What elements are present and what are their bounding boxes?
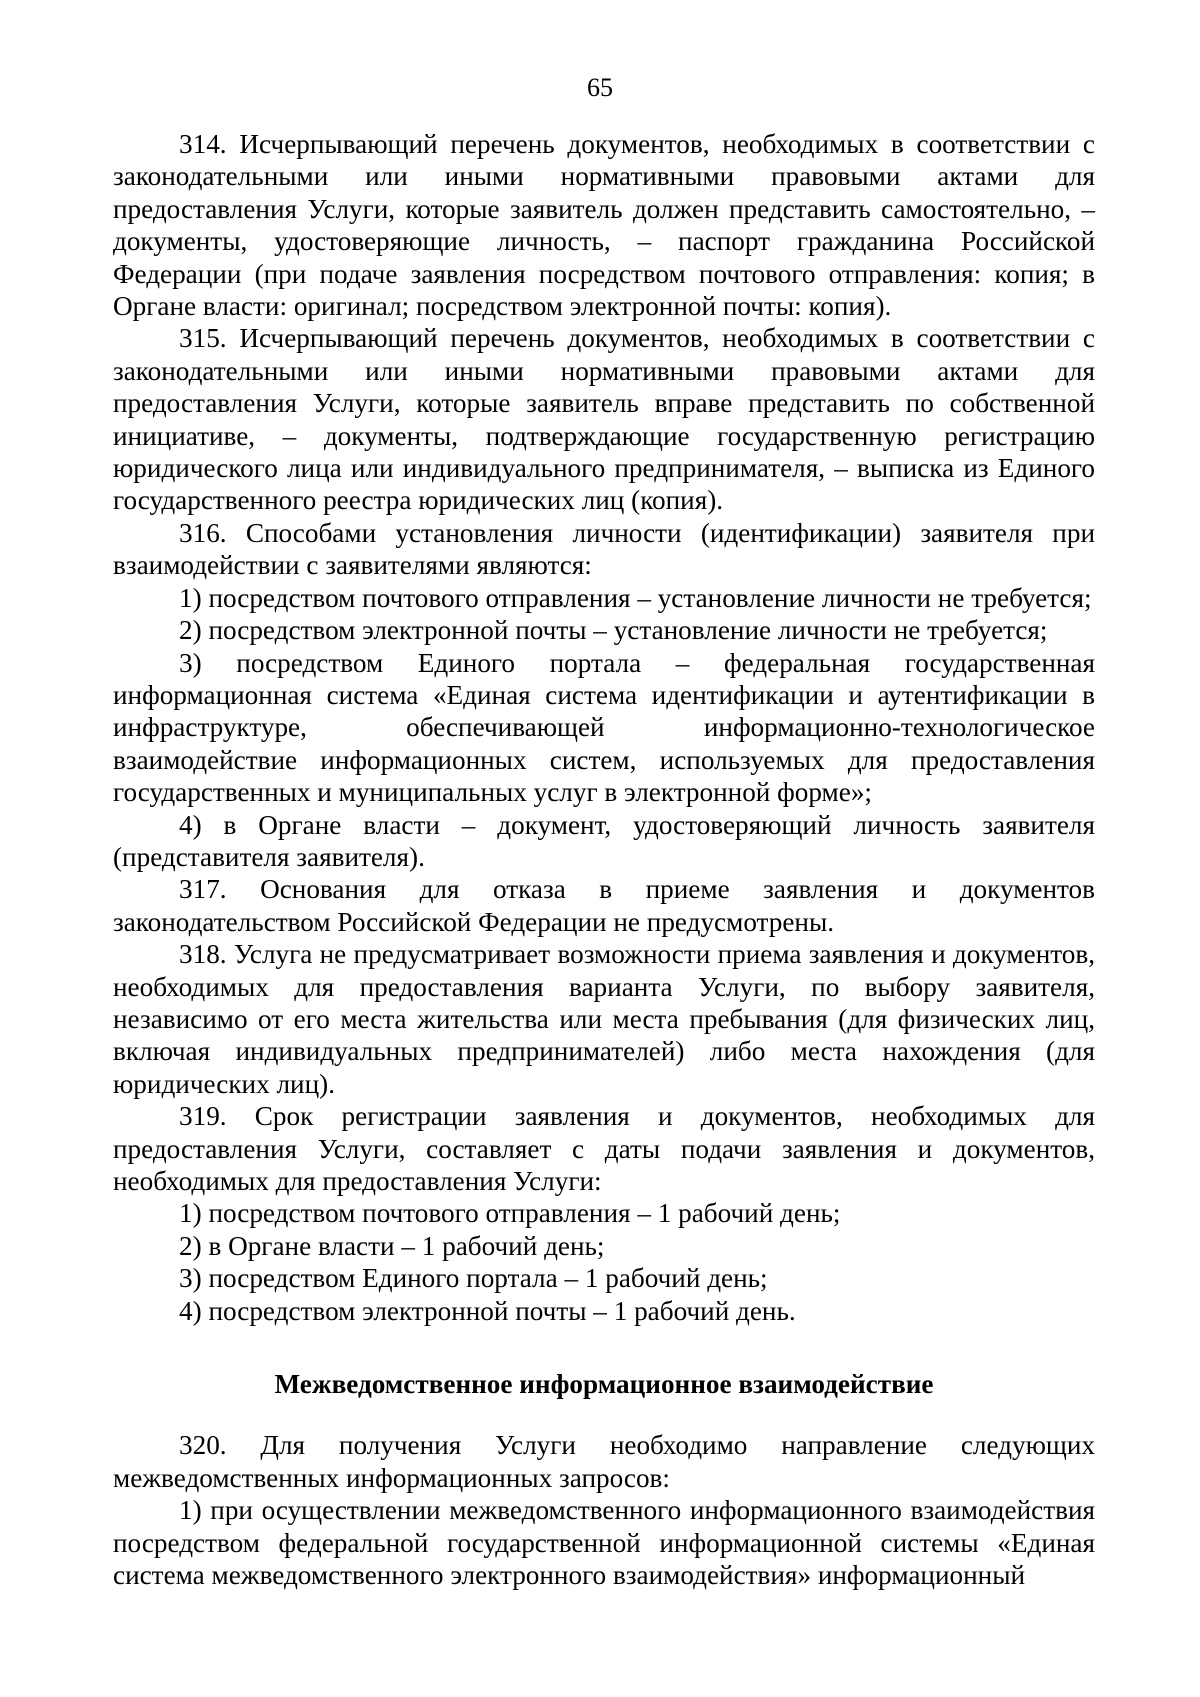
section-heading: Межведомственное информационное взаимодействие <box>274 1369 934 1400</box>
spacer <box>113 1327 1095 1368</box>
list-item-316-2: 2) посредством электронной почты – установление личности не требуется; <box>179 615 1048 646</box>
list-item-316-4: 4) в Органе власти – документ, удостоверяющий личность заявителя (представителя заявителя). <box>113 809 1095 872</box>
paragraph-315: 315. Исчерпывающий перечень документов, необходимых в соответствии с законодательными или иными нормативными правовыми актами для предоставления Услуги, которые заявитель вправе представить по собственной инициативе, – документы, подтверждающие государственную регистрацию юридического лица или индивидуального предпринимателя, – выписка из Единого государственного реестра юридических лиц (копия). <box>113 323 1095 516</box>
list-item-319-2: 2) в Органе власти – 1 рабочий день; <box>179 1230 605 1261</box>
paragraph-316: 316. Способами установления личности (идентификации) заявителя при взаимодействии с заявителями являются: <box>113 517 1095 581</box>
document-body <box>113 128 1095 1591</box>
list-item-316-1: 1) посредством почтового отправления – установление личности не требуется; <box>179 582 1092 613</box>
paragraph-318: 318. Услуга не предусматривает возможности приема заявления и документов, необходимых для предоставления варианта Услуги, по выбору заявителя, независимо от его места жительства или места пребывания (для физических лиц, включая индивидуальных предпринимателей) либо места нахождения (для юридических лиц). <box>113 939 1095 1099</box>
list-item-316-3: 3) посредством Единого портала – федеральная государственная информационная система «Единая система идентификации и аутентификации в инфраструктуре, обеспечивающей информационно-технологическое взаимодействие информационных систем, используемых для предоставления государственных и муниципальных услуг в электронной форме»; <box>113 647 1095 808</box>
list-item-319-1: 1) посредством почтового отправления – 1 рабочий день; <box>179 1198 841 1229</box>
paragraph-317: 317. Основания для отказа в приеме заявления и документов законодательством Российской Федерации не предусмотрены. <box>113 874 1095 937</box>
paragraph-314: 314. Исчерпывающий перечень документов, необходимых в соответствии с законодательными или иными нормативными правовыми актами для предоставления Услуги, которые заявитель должен представить самостоятельно, – документы, удостоверяющие личность, – паспорт гражданина Российской Федерации (при подаче заявления посредством почтового отправления: копия; в Органе власти: оригинал; посредством электронной почты: копия). <box>113 129 1095 322</box>
paragraph-319: 319. Срок регистрации заявления и документов, необходимых для предоставления Услуги, составляет с даты подачи заявления и документов, необходимых для предоставления Услуги: <box>113 1101 1095 1196</box>
paragraph-320: 320. Для получения Услуги необходимо направление следующих межведомственных информационных запросов: <box>113 1430 1095 1493</box>
list-item-319-4: 4) посредством электронной почты – 1 рабочий день. <box>179 1295 796 1326</box>
list-item-319-3: 3) посредством Единого портала – 1 рабочий день; <box>179 1263 768 1294</box>
spacer <box>113 1400 1095 1429</box>
list-item-320-1: 1) при осуществлении межведомственного информационного взаимодействия посредством федеральной государственной информационной системы «Единая система межведомственного электронного взаимодействия» информационный <box>113 1495 1095 1591</box>
page-number: 65 <box>587 73 613 102</box>
